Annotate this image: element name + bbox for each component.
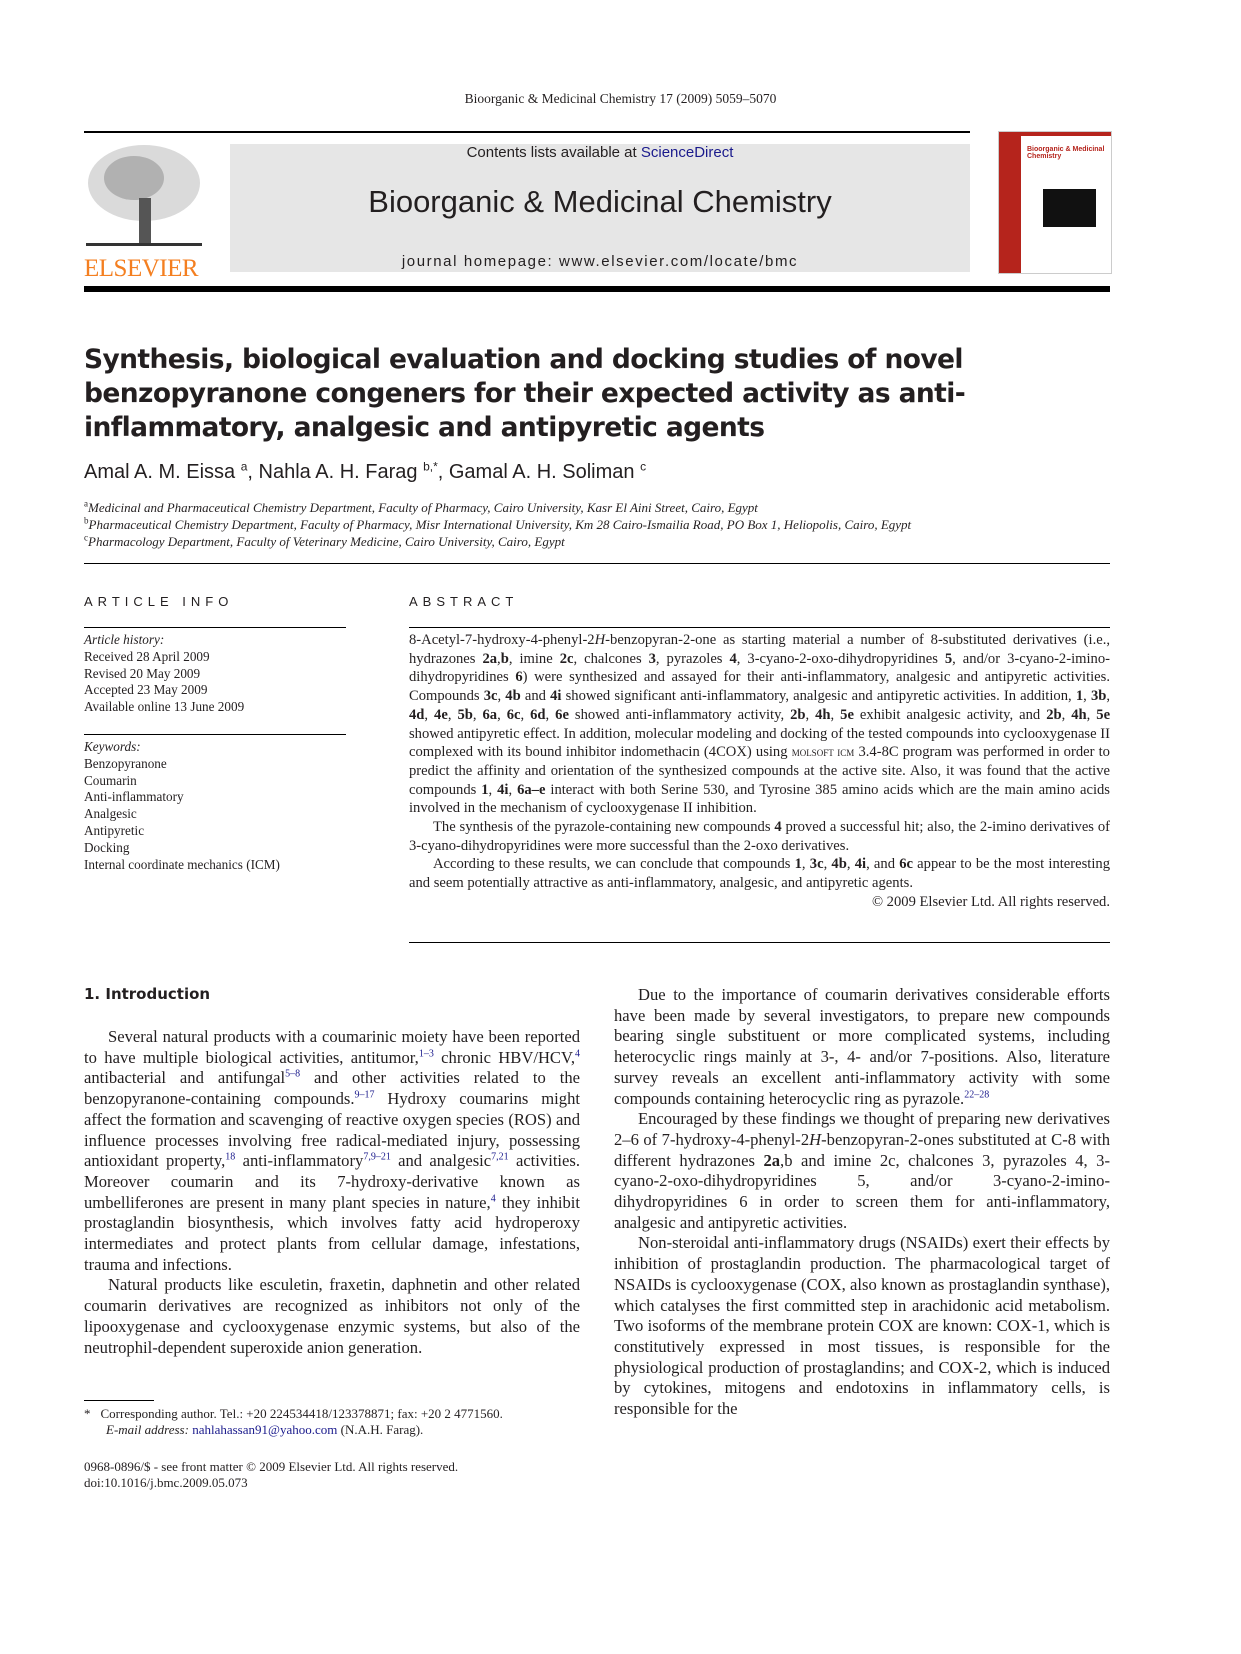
text-run: proved a successful hit; also, the 2-imino derivatives of 3-cyano-dihydropyridines were more successful than the 2-oxo derivatives. [409,819,1110,854]
email-label: E-mail address: [106,1422,189,1437]
cover-title: Bioorganic & Medicinal Chemistry [1027,146,1105,160]
compound-label: 2b [790,706,806,723]
text-run: Hydroxy coumarins might affect the formation and scavenging of reactive oxygen species (ROS) and influence processes involving free radical-mediated injury, possessing antioxidant property, [84,1089,580,1171]
text-run: , 3-cyano-2-oxo-dihydropyridines [736,650,945,667]
intro-left-column [84,1027,580,1358]
keyword: Anti-inflammatory [84,789,184,805]
journal-homepage[interactable]: journal homepage: www.elsevier.com/locate/bmc [401,253,799,270]
affil-text: Medicinal and Pharmaceutical Chemistry Department, Faculty of Pharmacy, Cairo University, Kasr El Aini Street, Cairo, Egypt [88,500,758,515]
compound-label: 3b [1090,688,1107,705]
text-run: antibacterial and antifungal [84,1068,286,1088]
citation-link[interactable]: 4 [490,1193,496,1205]
keyword: Docking [84,839,130,855]
text-run: , [830,706,841,723]
italic-text: H [809,1129,822,1149]
text-run: , [497,706,507,723]
keyword: Analgesic [84,806,137,822]
body-paragraph [614,985,1110,1109]
text-run: , [805,706,816,723]
section-heading: 1. Introduction [84,985,211,1003]
text-run: , [472,706,483,723]
history-label: Article history: [84,632,165,647]
keyword: Benzopyranone [84,755,167,771]
article-history [84,632,346,716]
abstract-body [409,631,1110,893]
affiliation [84,500,758,516]
compound-label: 6 [515,669,523,686]
compound-label: 4 [729,650,737,667]
text-run: 8-Acetyl-7-hydroxy-4-phenyl-2 [409,632,595,648]
compound-label: 6a–e [517,781,546,798]
author[interactable]: Gamal A. H. Soliman [448,461,635,483]
compound-label: 5e [1096,706,1111,723]
compound-label: 2c [559,650,574,667]
text-run: , [823,856,832,873]
text-run: , [447,706,458,723]
affil-sup: b [84,515,89,526]
text-run: chronic HBV/HCV, [433,1047,575,1067]
text-run: 3.4-8C program was performed in order to predict the affinity and orientation of the synthesized compounds at the active site. Also, it was found that the active compounds [409,744,1110,798]
journal-name: Bioorganic & Medicinal Chemistry [368,184,832,219]
compound-label: 6d [530,706,546,723]
text-run: , pyrazoles [655,650,730,667]
text-run: , [1061,706,1072,723]
text-run: exhibit analgesic activity, and [853,706,1047,723]
compound-label: 4i [854,856,867,873]
author-sup: c [640,459,647,474]
affiliation [84,517,911,533]
body-paragraph [614,1109,1110,1233]
affil-sup: a [84,498,88,509]
citation-link[interactable]: 4 [575,1048,580,1060]
footnote [84,1406,503,1438]
compound-label: b [500,650,509,667]
text-run: activities. Moreover coumarin and its 7-hydroxy-derivative known as umbelliferones are present in many plant species in nature, [84,1151,581,1212]
text-run: interact with both Serine 530, and Tyrosine 385 amino acids which are the main amino acids involved in the mechanism of cyclooxygenase II inhibition. [409,781,1110,817]
compound-label: 3c [483,688,498,705]
citation-link[interactable]: 22–28 [964,1088,990,1100]
compound-label: 2b [1046,706,1062,723]
body-paragraph [84,1275,580,1358]
body-paragraph [614,1233,1110,1419]
text-run: , [801,856,810,873]
citation-link[interactable]: 18 [225,1151,236,1163]
contents-line [230,144,970,161]
compound-label: 4e [434,706,448,723]
divider [409,942,1110,943]
citation-link[interactable]: 7,21 [491,1151,509,1163]
corresponding-author: Corresponding author. Tel.: +20 224534418/123378871; fax: +20 2 4771560. [100,1406,503,1421]
elsevier-logo [84,143,204,282]
text-run: According to these results, we can conclude that compounds [433,856,795,873]
divider [84,627,346,628]
body-paragraph [84,1027,580,1275]
text-run: Encouraged by these findings we thought of preparing new derivatives 2–6 of 7-hydroxy-4-phenyl-2 [614,1109,1110,1149]
author-sup: a [240,459,248,474]
text-run: , [488,781,498,798]
compound-label: 3c [809,856,824,873]
compound-label: 6c [506,706,521,723]
keyword: Antipyretic [84,822,145,838]
text-run: , and/or 3-cyano-2-imino-dihydropyridines [409,650,1111,686]
footnote-marker: * [84,1406,91,1421]
text-run: and analgesic [390,1151,492,1171]
author[interactable]: Nahla A. H. Farag [258,461,418,483]
compound-label: 5e [840,706,854,723]
compound-label: 2a [482,650,498,667]
text-run: ,b and imine 2c, chalcones 3, pyrazoles 4, 3-cyano-2-oxo-dihydropyridines 5, and/or 3-cyano-2-imino-dihydropyridines 6 in order to screen them for anti-inflammatory, analgesic and antipyretic activities. [614,1150,1111,1232]
text-run: , [846,856,855,873]
sciencedirect-link[interactable]: ScienceDirect [640,144,734,161]
compound-label: 4b [831,856,847,873]
text-run: , [1106,688,1111,705]
keyword-list [84,756,346,874]
contents-prefix: Contents lists available at [466,144,641,161]
author[interactable]: Amal A. M. Eissa [84,461,236,483]
compound-label: 4i [497,781,509,798]
text-run: , [497,650,501,667]
text-run: they inhibit prostaglandin biosynthesis, which involves fatty acid hydroperoxy intermediates and protect plants from cellular damage, infestations, trauma and infections. [84,1192,581,1274]
article-info-heading: ARTICLE INFO [84,594,234,609]
keyword: Internal coordinate mechanics (ICM) [84,856,280,872]
divider [84,563,1110,564]
text-run: , [545,706,556,723]
history-item: Received 28 April 2009 [84,648,210,664]
text-run: Several natural products with a coumarinic moiety have been reported to have multiple biological activities, antitumor, [84,1027,580,1067]
text-run: , [520,706,531,723]
abstract-paragraph [409,631,1110,818]
citation-link[interactable]: 5–8 [285,1068,301,1080]
divider [84,734,346,735]
compound-label: 2a [763,1150,781,1170]
elsevier-wordmark: ELSEVIER [84,255,199,282]
email-suffix: (N.A.H. Farag). [337,1422,424,1437]
abstract-paragraph [409,855,1110,892]
text-run: , [508,781,518,798]
history-item: Revised 20 May 2009 [84,665,201,681]
abstract-heading: ABSTRACT [409,594,519,609]
compound-label: 6e [555,706,569,723]
divider [409,627,1110,628]
keyword: Coumarin [84,772,137,788]
text-run: , chalcones [573,650,649,667]
text-run: , and [866,856,900,873]
compound-label: 6a [482,706,498,723]
compound-label: 3 [648,650,656,667]
citation-link[interactable]: 9–17 [354,1089,375,1101]
text-run: , [1083,688,1091,705]
compound-label: 4h [1071,706,1087,723]
text-run: anti-inflammatory [235,1151,364,1171]
keywords [84,739,346,873]
affil-sup: c [84,532,88,543]
history-item: Available online 13 June 2009 [84,699,245,715]
text-run: molsoft icm [791,745,855,760]
citation-link[interactable]: 7,9–21 [363,1151,391,1163]
text-run: , [424,706,435,723]
abstract-paragraph [409,818,1110,855]
author-list: Amal A. M. Eissa $^a$, Nahla A. H. Farag $^{b,*}$, Gamal A. H. Soliman $^c$ [84,459,647,483]
top-rule [84,131,970,133]
front-matter [84,1459,458,1491]
text-run: -benzopyran-2-one as starting material a number of 8-substituted derivatives (i.e., hydrazones [409,632,1110,667]
compound-label: 4d [409,706,425,723]
abstract-copyright: © 2009 Elsevier Ltd. All rights reserved. [871,893,1110,910]
text-run: Due to the importance of coumarin derivatives considerable efforts have been made by several investigators, to prepare new compounds bearing single substituent or more complicated systems, including heterocyclic rings mainly at 3-, 4- and/or 7-positions. Also, literature survey reveals an excellent anti-inflammatory activity with some compounds containing heterocyclic ring as pyrazole. [614,985,1110,1108]
tree-icon [84,143,204,248]
keywords-label: Keywords: [84,739,141,754]
text-run: , imine [508,650,560,667]
compound-label: 1 [1075,688,1084,705]
abstract [409,631,1110,912]
text-run: -benzopyran-2-ones substituted at C-8 with different hydrazones [614,1129,1110,1170]
text-run: Natural products like esculetin, fraxetin, daphnetin and other related coumarin derivatives are recognized as inhibitors not only of the lipooxygenase and cyclooxygenase enzymic systems, but also of the neutrophil-dependent superoxide anion generation. [84,1275,580,1357]
text-run: and [520,688,551,705]
text-run: appear to be the most interesting and seem potentially attractive as anti-inflammatory, analgesic, and antipyretic agents. [409,856,1111,892]
text-run: showed anti-inflammatory activity, [568,706,791,723]
header-rule [84,286,1110,292]
journal-banner [230,144,970,272]
compound-label: 1 [794,856,802,873]
affiliation [84,534,565,550]
citation-link[interactable]: 1–3 [418,1048,434,1060]
compound-label: 4h [815,706,831,723]
text-run: , [497,688,506,705]
compound-label: 4 [774,819,782,836]
compound-label: 6c [899,856,913,873]
author-sup: b,* [423,459,438,474]
compound-label: 5b [457,706,473,723]
history-item: Accepted 23 May 2009 [84,682,208,698]
compound-label: 4b [505,688,521,705]
journal-cover [998,131,1112,274]
text-run: ) were synthesized and assayed for their anti-inflammatory, analgesic and antipyretic activities. Compounds [409,669,1110,705]
history-list [84,649,346,716]
footnote-rule [84,1400,154,1401]
text-run: showed significant anti-inflammatory, analgesic and antipyretic activities. In addition, [561,688,1076,705]
affil-text: Pharmacology Department, Faculty of Veterinary Medicine, Cairo University, Cairo, Egypt [88,534,565,549]
doi[interactable]: doi:10.1016/j.bmc.2009.05.073 [84,1475,248,1490]
text-run: , [1086,706,1097,723]
text-run: showed antipyretic effect. In addition, molecular modeling and docking of the tested compounds into cyclooxygenase II complexed with its bound inhibitor indomethacin (4COX) using [409,725,1110,761]
article-title: Synthesis, biological evaluation and docking studies of novel benzopyranone congeners for their expected activity as anti-inflammatory, analgesic and antipyretic agents [84,344,966,443]
italic-text: H [594,632,606,648]
compound-label: 5 [944,650,953,667]
text-run: and other activities related to the benzopyranone-containing compounds. [84,1068,580,1109]
affil-text: Pharmaceutical Chemistry Department, Faculty of Pharmacy, Misr International University, Km 28 Cairo-Ismailia Road, PO Box 1, Heliopolis, Cairo, Egypt [88,517,912,532]
text-run: The synthesis of the pyrazole-containing new compounds [433,819,775,836]
compound-label: 4i [550,688,562,705]
intro-right-column [614,985,1110,1420]
running-head: Bioorganic & Medicinal Chemistry 17 (2009) 5059–5070 [464,91,777,106]
text-run: Non-steroidal anti-inflammatory drugs (NSAIDs) exert their effects by inhibition of prostaglandin production. The pharmacological target of NSAIDs is cyclooxygenase (COX, also known as prostaglandin synthase), which catalyses the first committed step in arachidonic acid metabolism. Two isoforms of the membrane protein COX are known: COX-1, which is constitutively expressed in most tissues, is responsible for the physiological production of prostaglandins; and COX-2, which is induced by cytokines, mitogens and endotoxins in inflammatory cells, is responsible for the [614,1233,1110,1419]
email-link[interactable]: nahlahassan91@yahoo.com [192,1422,338,1437]
compound-label: 1 [481,781,489,798]
front-matter-line: 0968-0896/$ - see front matter © 2009 Elsevier Ltd. All rights reserved. [84,1459,459,1474]
